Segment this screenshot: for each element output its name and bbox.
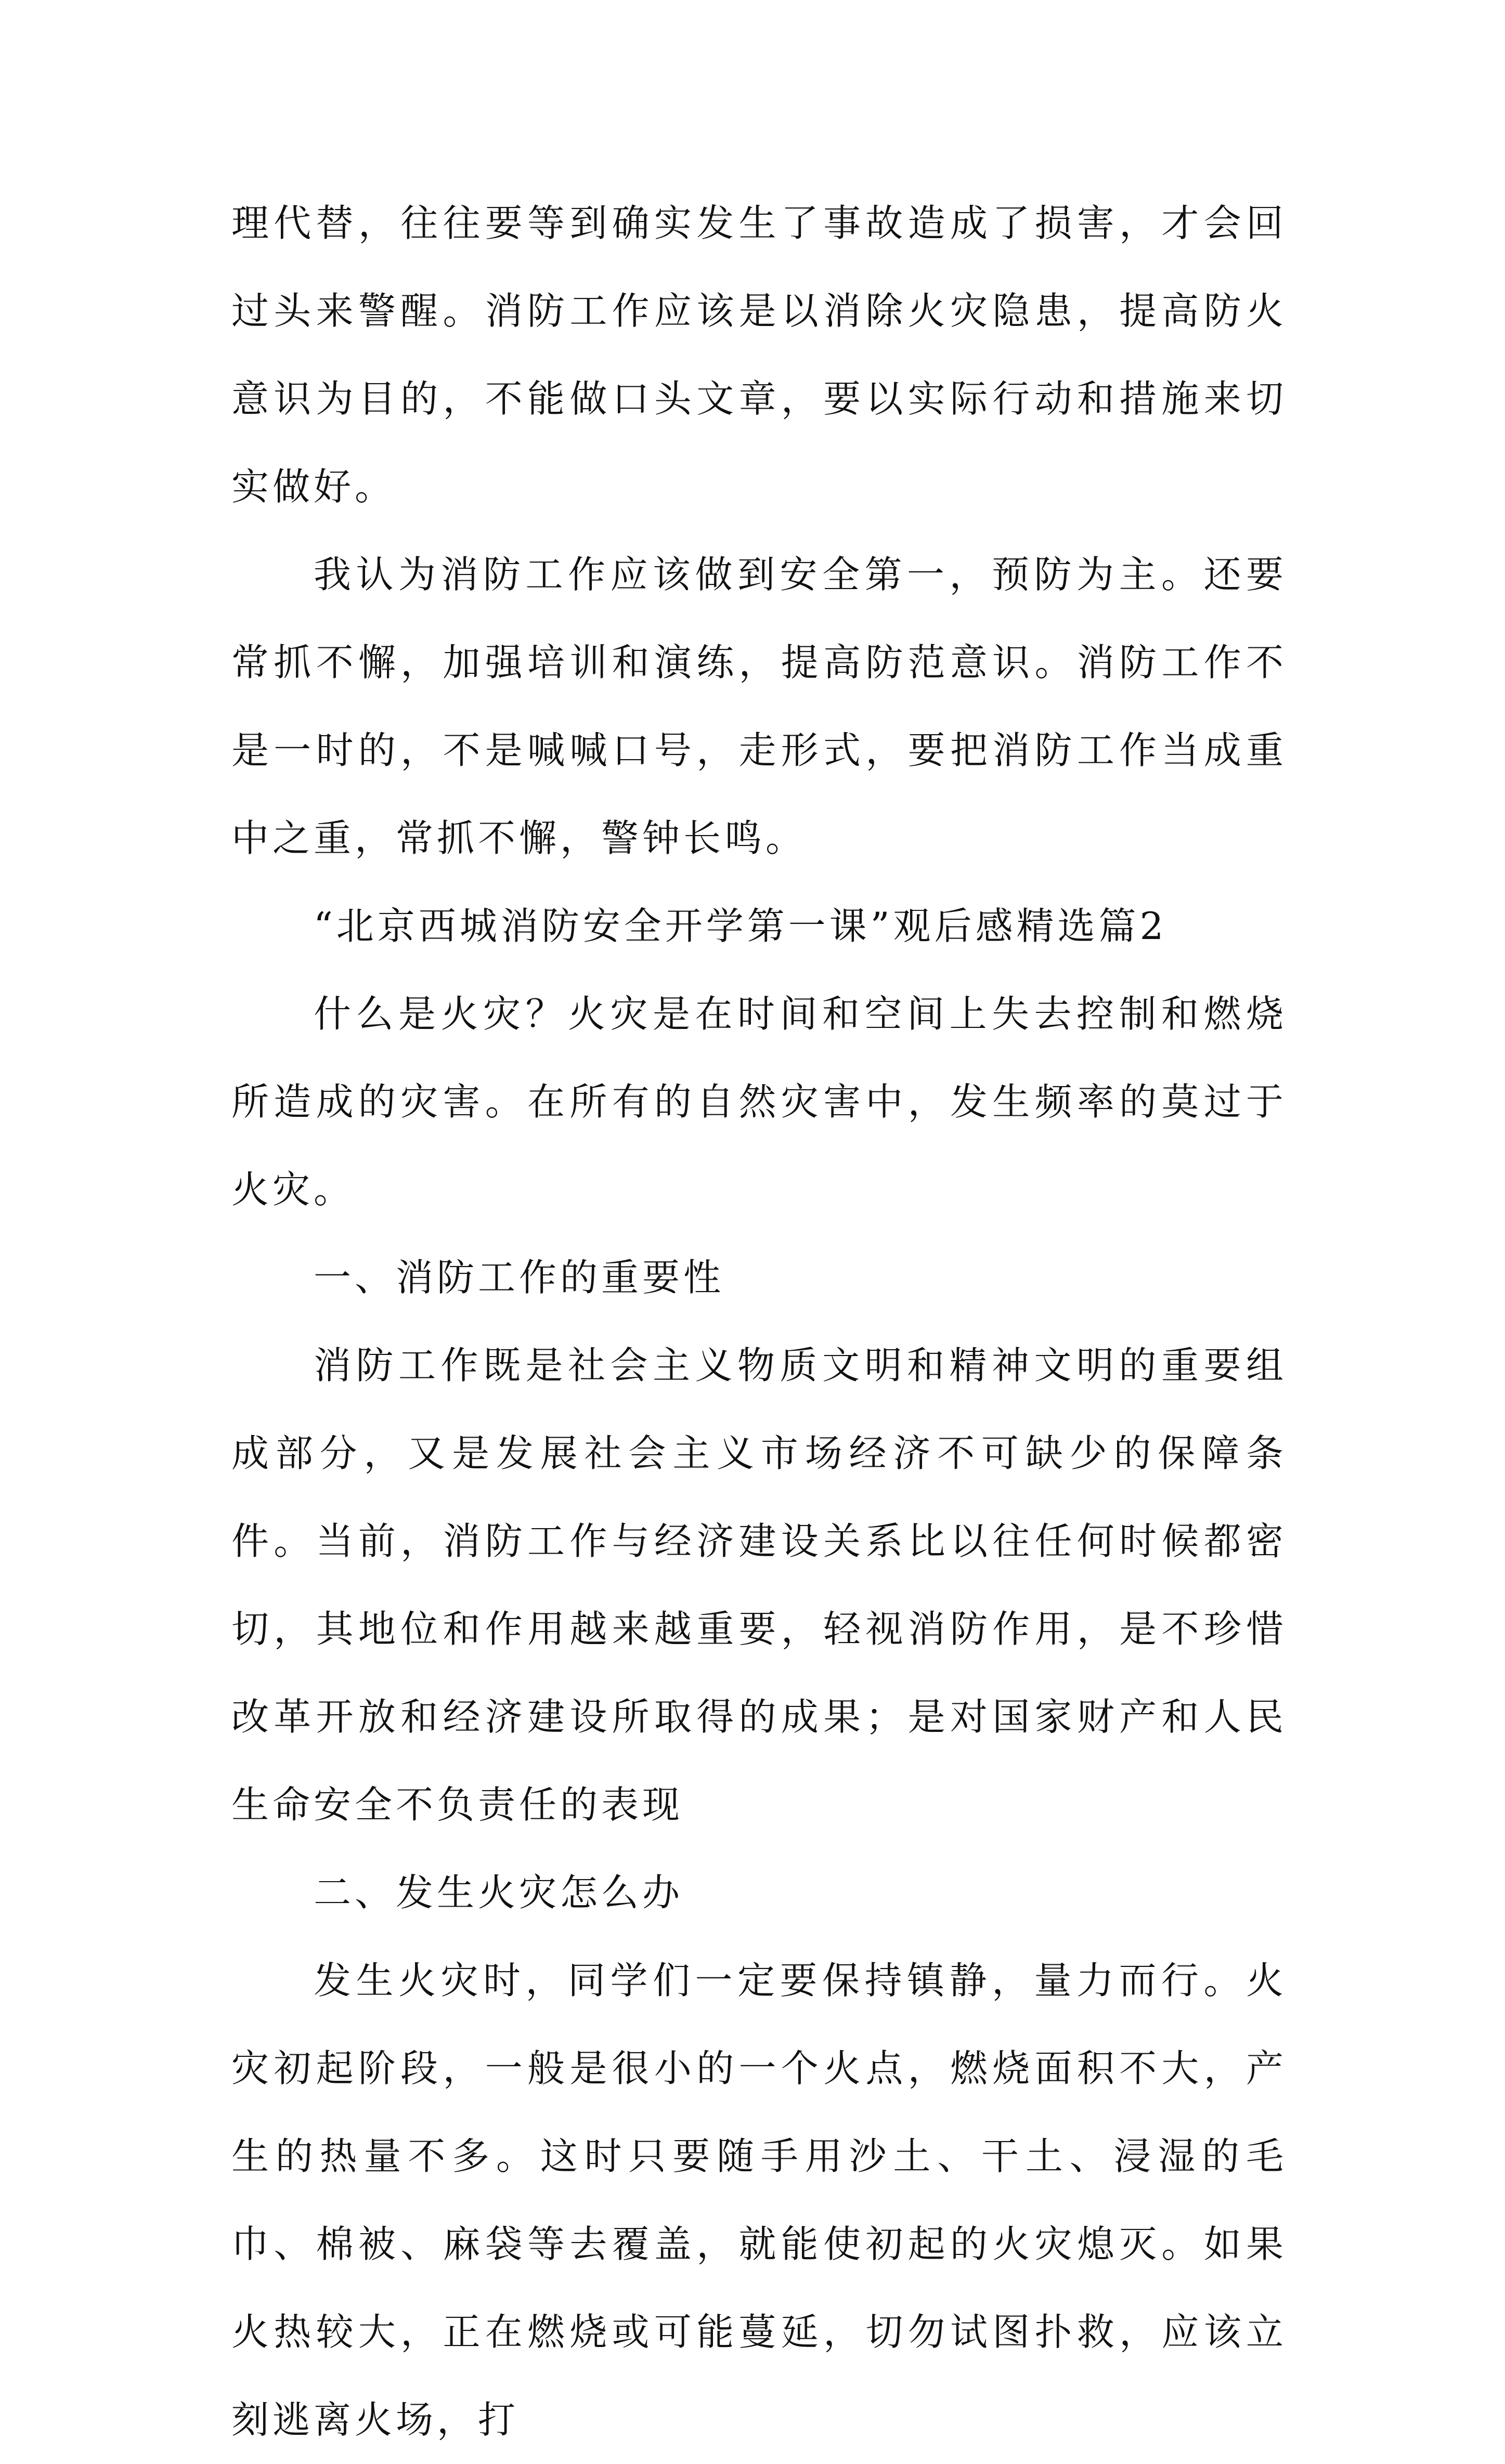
paragraph-fire-safety-priority: 我认为消防工作应该做到安全第一，预防为主。还要常抓不懈，加强培训和演练，提高防范意识。消防工作不是一时的，不是喊喊口号，走形式，要把消防工作当成重中之重，常抓不懈，警钟长鸣。 <box>231 553 1287 860</box>
section-heading-what-to-do: 二、发生火灾怎么办 <box>314 1871 684 1914</box>
paragraph-continuation: 理代替，往往要等到确实发生了事故造成了损害，才会回过头来警醒。消防工作应该是以消除火灾隐患，提高防火意识为目的，不能做口头文章，要以实际行动和措施来切实做好。 <box>231 201 1287 509</box>
article-title-part-2: “北京西城消防安全开学第一课”观后感精选篇2 <box>314 904 1167 948</box>
paragraph-what-is-fire: 什么是火灾？火灾是在时间和空间上失去控制和燃烧所造成的灾害。在所有的自然灾害中，发生频率的莫过于火灾。 <box>231 992 1287 1211</box>
section-heading-importance: 一、消防工作的重要性 <box>314 1256 725 1299</box>
paragraph-importance: 消防工作既是社会主义物质文明和精神文明的重要组成部分，又是发展社会主义市场经济不可缺少的保障条件。当前，消防工作与经济建设关系比以往任何时候都密切，其地位和作用越来越重要，轻视消防作用，是不珍惜改革开放和经济建设所取得的成果；是对国家财产和人民生命安全不负责任的表现 <box>231 1344 1287 1827</box>
paragraph-what-to-do: 发生火灾时，同学们一定要保持镇静，量力而行。火灾初起阶段，一般是很小的一个火点，燃烧面积不大，产生的热量不多。这时只要随手用沙土、干土、浸湿的毛巾、棉被、麻袋等去覆盖，就能使初起的火灾熄灭。如果火热较大，正在燃烧或可能蔓延，切勿试图扑救，应该立刻逃离火场，打 <box>231 1959 1287 2442</box>
document-body <box>231 179 1287 2464</box>
